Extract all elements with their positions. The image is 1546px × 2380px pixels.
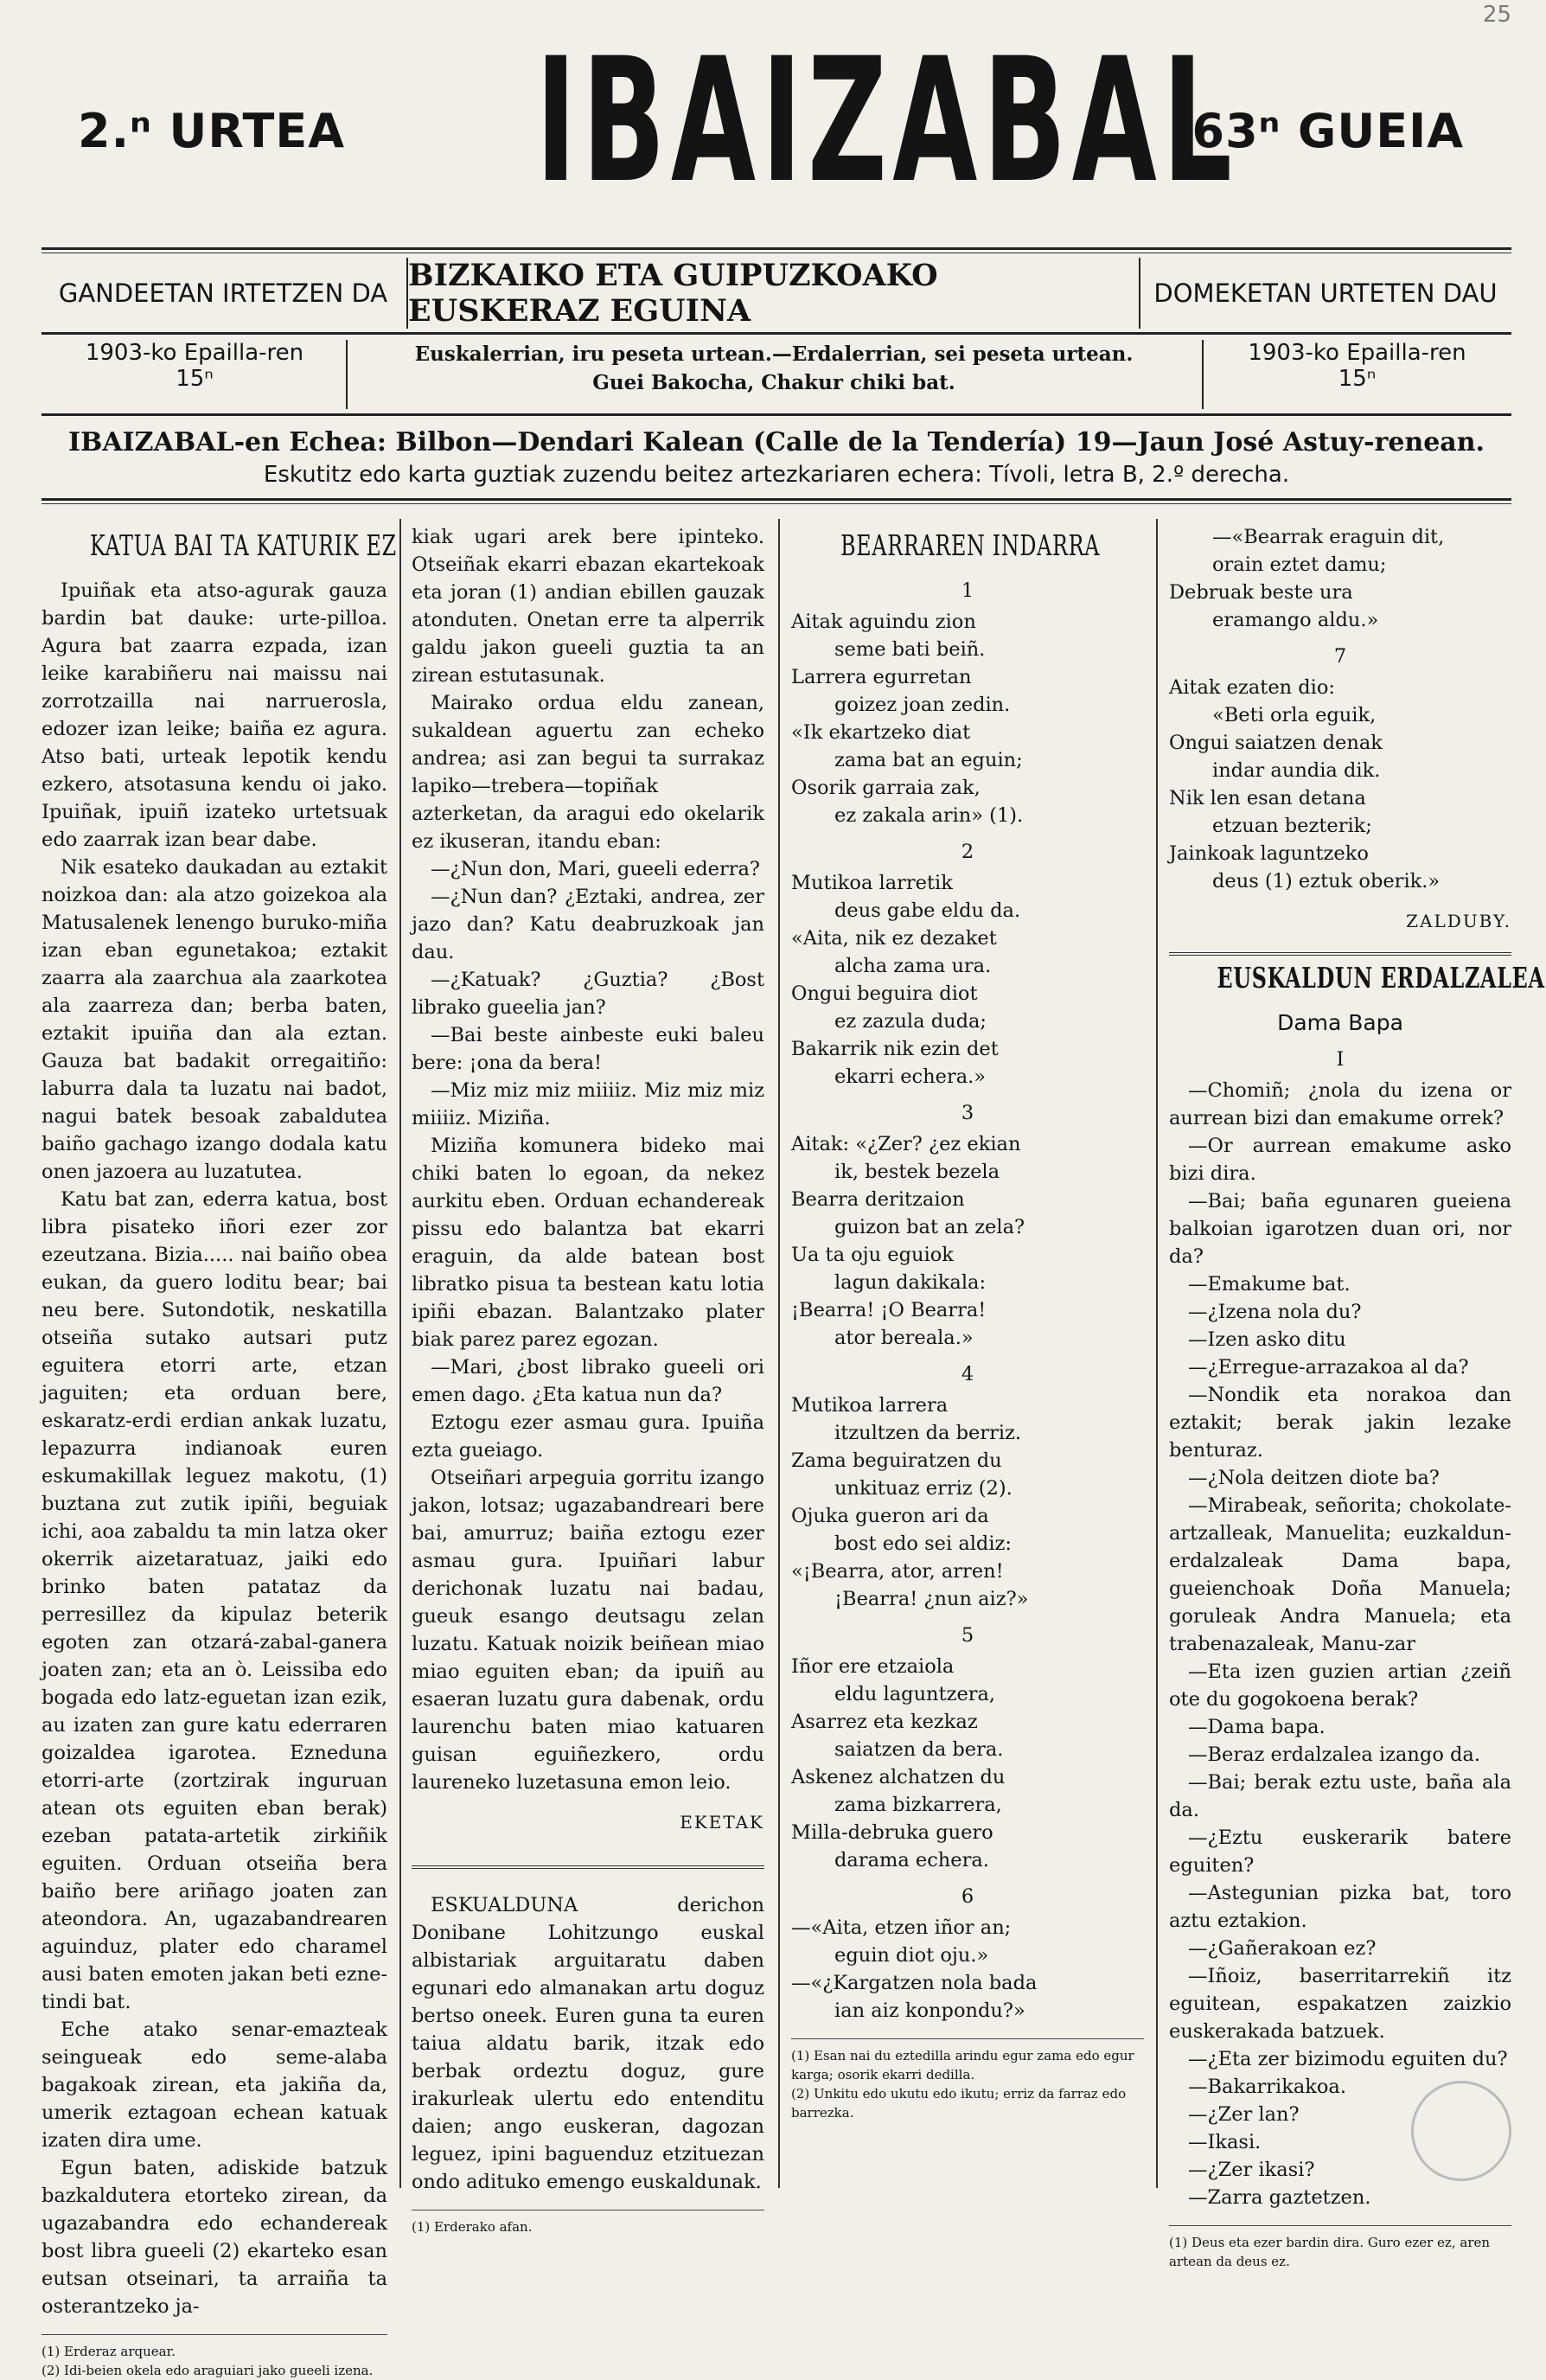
poem-line: ¡Bearra! ¿nun aiz?» — [834, 1588, 1029, 1610]
poem-line: Jainkoak laguntzeko — [1169, 842, 1369, 865]
dialogue-line: —Bakarrikakoa. — [1188, 2076, 1346, 2098]
dialogue-line: —Dama bapa. — [1188, 1716, 1326, 1738]
col1-footnotes — [42, 2334, 387, 2380]
column-3 — [791, 523, 1144, 2122]
rule-bottom — [42, 498, 1511, 501]
dialogue-line: —¿Izena nola du? — [1188, 1301, 1362, 1323]
col2-paragraph: —¿Katuak? ¿Guztia? ¿Bost librako gueelia jan? — [412, 969, 764, 1019]
dialogue-line: —¿Zer lan? — [1188, 2103, 1300, 2126]
dialogue-line: —¿Nola deitzen diote ba? — [1188, 1467, 1440, 1489]
poem-line: Mutikoa larrera — [791, 1394, 949, 1417]
col2-paragraph: —Bai beste ainbeste euki baleu bere: ¡ona da bera! — [412, 1024, 764, 1074]
poem-line: —«¿Kargatzen nola bada — [791, 1972, 1038, 1994]
issue-date-left-line2: 15ⁿ — [176, 366, 214, 392]
column-4 — [1169, 523, 1545, 2271]
chapter-number: I — [1336, 1048, 1345, 1071]
stanza-number: 6 — [961, 1885, 974, 1908]
poem-line: Milla-debruka guero — [791, 1821, 993, 1844]
poem-line: deus gabe eldu da. — [834, 899, 1021, 922]
poem-line: ez zazula duda; — [834, 1010, 987, 1033]
col4-footnote: (1) Deus eta ezer bardin dira. Guro ezer ez, aren artean da deus ez. — [1169, 2225, 1511, 2271]
col2-paragraph: —Mari, ¿bost librako gueeli ori emen dago. ¿Eta katua nun da? — [412, 1356, 764, 1406]
poem-line: ik, bestek bezela — [834, 1161, 1000, 1183]
col1-paragraph: Eche atako senar-emazteak seingueak edo seme-alaba bagakoak zirean, eta jakiña da, umerik eztagoan echean katuak izaten dira ume. — [42, 2019, 387, 2152]
column-divider-2 — [778, 519, 780, 2188]
col2-paragraph: —¿Nun dan? ¿Eztaki, andrea, zer jazo dan? Katu deabruzkoak jan dau. — [412, 886, 764, 963]
poem-line: zama bizkarrera, — [834, 1794, 1002, 1816]
article-title-erdalzalea: EUSKALDUN ERDALZALEA — [1217, 961, 1545, 995]
masthead-title: IBAIZABAL — [535, 21, 1238, 221]
poem-line: orain eztet damu; — [1212, 553, 1387, 576]
poem-line: indar aundia dik. — [1212, 759, 1381, 782]
signature-zalduby: ZALDUBY. — [1406, 911, 1511, 931]
poem-line: Bakarrik nik ezin det — [791, 1038, 999, 1060]
poem-stanzas — [791, 577, 1144, 2025]
poem-line: alcha zama ura. — [834, 955, 992, 977]
poem-line: Zama beguiratzen du — [791, 1449, 1002, 1472]
dialogue-line: —¿Eta zer bizimodu eguiten du? — [1188, 2048, 1508, 2070]
poem-title: BEARRAREN INDARRA — [840, 528, 1101, 562]
column-divider-3 — [1156, 519, 1158, 2188]
poem-line: lagun dakikala: — [834, 1271, 987, 1294]
dialogue-line: —Mirabeak, señorita; chokolate-artzalleak, Manuelita; euzkaldun-erdalzaleak Dama bapa, gueienchoak Doña Manuela; goruleak Andra Manuela; eta trabenazaleak, Manu-zar — [1169, 1494, 1511, 1655]
poem-line: Osorik garraia zak, — [791, 777, 981, 799]
publication-subtitle: BIZKAIKO ETA GUIPUZKOAKO EUSKERAZ EGUINA — [406, 258, 1140, 329]
rule-bottom-thin — [42, 503, 1511, 504]
poem-line: «¡Bearra, ator, arren! — [791, 1560, 1004, 1583]
year-label: 2.ⁿ URTEA — [78, 104, 346, 158]
poem-line: Ojuka gueron ari da — [791, 1505, 989, 1527]
col2-paragraph: —¿Nun don, Mari, gueeli ederra? — [431, 858, 760, 880]
dialogue-line: —Emakume bat. — [1188, 1273, 1351, 1296]
poem-line: goizez joan zedin. — [834, 694, 1011, 716]
poem-line: ian aiz konpondu?» — [834, 1999, 1025, 2022]
dialogue-line: —¿Eztu euskerarik batere eguiten? — [1169, 1827, 1511, 1877]
poem-line: Nik len esan detana — [1169, 787, 1366, 809]
col2-paragraph: Eztogu ezer asmau gura. Ipuiña ezta gueiago. — [412, 1411, 764, 1462]
rule-date — [42, 413, 1511, 416]
poem-line: Ongui beguira diot — [791, 982, 978, 1005]
poem-line: itzultzen da berriz. — [834, 1422, 1022, 1444]
poem-line: darama echera. — [834, 1849, 989, 1871]
col2-paragraph: —Miz miz miz miiiiz. Miz miz miz miiiiz. Miziña. — [412, 1079, 764, 1129]
rule-top — [42, 247, 1511, 250]
dialogue-line: —¿Gañerakoan ez? — [1188, 1937, 1377, 1960]
dialogue-line: —Astegunian pizka bat, toro aztu eztakion. — [1169, 1882, 1511, 1932]
price-line-2: Guei Bakocha, Chakur chiki bat. — [592, 371, 955, 394]
poem-line: Aitak aguindu zion — [791, 611, 976, 633]
dialogue-line: —¿Erregue-arrazakoa al da? — [1188, 1356, 1469, 1379]
poem-line: Mutikoa larretik — [791, 872, 953, 894]
column-divider-1 — [399, 519, 401, 2188]
publication-day-left: GANDEETAN IRTETZEN DA — [58, 278, 388, 308]
address-line-1: IBAIZABAL-en Echea: Bilbon—Dendari Kalean (Calle de la Tendería) 19—Jaun José Astuy-renean. — [67, 427, 1485, 457]
col1-paragraph: Egun baten, adiskide batzuk bazkaldutera etorteko zirean, da ugazabandra edo echandereak bost libra gueeli (2) ekarteko esan eutsan otseinari, ta arraiña ta osterantzeko ja- — [42, 2157, 387, 2318]
price-box — [346, 340, 1202, 409]
col3-footnote: (1) Esan nai du eztedilla arindu egur zama edo egur karga; osorik ekarri dedilla. — [791, 2048, 1134, 2082]
column-1 — [42, 523, 397, 2380]
address-line-2: Eskutitz edo karta guztiak zuzendu beitez artezkariaren echera: Tívoli, letra B, 2.º derecha. — [263, 462, 1290, 488]
dialogue-block — [1169, 1077, 1511, 2211]
poem-line: «Beti orla eguik, — [1212, 704, 1377, 726]
col2-paragraph: Otseiñari arpeguia gorritu izango jakon, lotsaz; ugazabandreari bere bai, amurruz; baiña eztogu ezer asmau gura. Ipuiñari labur derichonak luzatu nai badau, gueuk esango deutsagu zelan luzatu. Katuak noizik beiñean miao miao eguiten eban; da ipuiñ au esaeran luzatu gura dabenak, ordu laurenchu baten miao katuaren guisan eguiñezkero, ordu laureneko luzetasuna emon leio. — [412, 1467, 764, 1794]
dialogue-line: —Chomiñ; ¿nola du izena or aurrean bizi dan emakume orrek? — [1169, 1079, 1511, 1129]
article-subtitle: Dama Bapa — [1277, 1010, 1403, 1035]
signature-eketak: EKETAK — [680, 1812, 764, 1833]
poem-line: Aitak: «¿Zer? ¿ez ekian — [791, 1133, 1021, 1155]
dialogue-line: —Bai; berak eztu uste, baña ala da. — [1169, 1771, 1511, 1821]
poem-line: ekarri echera.» — [834, 1065, 987, 1088]
col2-footnote: (1) Erderako afan. — [412, 2210, 764, 2236]
poem-line: unkituaz erriz (2). — [834, 1477, 1013, 1500]
stanza-number: 7 — [1333, 645, 1347, 668]
issue-date-left-line1: 1903-ko Epailla-ren — [85, 340, 304, 366]
poem-line: Ongui saiatzen denak — [1169, 732, 1383, 754]
poem-line: —«Bearrak eraguin dit, — [1212, 526, 1445, 548]
col1-footnote: (2) Idi-beien okela edo araguiari jako gueeli izena. — [42, 2363, 374, 2378]
poem-line: seme bati beiñ. — [834, 638, 986, 661]
col2-paragraph: Mairako ordua eldu zanean, sukaldean aguertu zan echeko andrea; asi zan begui ta surrakaz lapiko—trebera—topiñak azterketan, da aragui edo okelarik ez ikuseran, itandu eban: — [412, 692, 764, 853]
poem-line: eldu laguntzera, — [834, 1683, 996, 1705]
address-block — [42, 425, 1511, 489]
poem-line: «Ik ekartzeko diat — [791, 721, 971, 744]
dialogue-line: —Zarra gaztetzen. — [1188, 2186, 1371, 2209]
poem-line: Larrera egurretan — [791, 666, 972, 688]
col1-paragraph: Ipuiñak eta atso-agurak gauza bardin bat dauke: urte-pilloa. Agura bat zaarra ezpada, izan leike karabiñeru nai maissu nai zorrotzailla nai narruerosla, edozer izan leike; baiña ez agura. Atso bati, urteak lepotik kendu ezkero, atsotasuna kendu oi jako. Ipuiñak, ipuiñ izateko urtetsuak edo zaarrak izan bear dabe. — [42, 579, 387, 851]
col1-paragraph: Katu bat zan, ederra katua, bost libra pisateko iñori ezer zor ezeutzana. Bizia..... nai baiño obea eukan, da guero loditu bear; bai neu bere. Sutondotik, neskatilla otseiña sutako autsari putz eguitera etorri arte, etzan jaguiten; eta orduan bere, eskaratz-erdi erdian ankak luzatu, lepazurra indianoak euren eskumakillak leguez makotu, (1) buztana zut zutik ipiñi, beguiak ichi, aoa zabaldu ta min latza oker okerrik aizetaratuaz, jaiki edo brinko baten patataz da perresillez da kipulaz beterik egoten zan otzará-zabal-ganera joaten zan; eta an ò. Leissiba edo bogada edo latz-eguetan izan ezik, au izaten zan gure katu ederraren goizaldea igarotea. Ezneduna etorri-arte (zortzirak inguruan atean ots eguiten eban berak) ezeban patata-artetik zirkiñik eguiten. Orduan otseiña bera baiño bere ariñago joaten zan ateondora. An, ugazabandrearen aguinduz, plater edo charamel ausi baten emoten jakan beti ezne-tindi bat. — [42, 1188, 387, 2013]
poem-line: —«Aita, etzen iñor an; — [791, 1916, 1012, 1939]
publication-day-right: DOMEKETAN URTETEN DAU — [1153, 278, 1498, 308]
dialogue-line: —¿Zer ikasi? — [1188, 2159, 1315, 2181]
poem-line: eguin diot oju.» — [834, 1944, 989, 1967]
poem-line: deus (1) eztuk oberik.» — [1212, 870, 1441, 892]
page-number: 25 — [1482, 2, 1511, 28]
poem-line: ator bereala.» — [834, 1327, 974, 1349]
price-line-1: Euskalerrian, iru peseta urtean.—Erdalerrian, sei peseta urtean. — [414, 342, 1134, 366]
poem-line: Bearra deritzaion — [791, 1188, 965, 1211]
stanza-number: 4 — [961, 1363, 974, 1385]
poem-line: Ua ta oju eguiok — [791, 1244, 954, 1266]
poem-line: «Aita, nik ez dezaket — [791, 927, 997, 950]
dialogue-line: —Beraz erdalzalea izango da. — [1188, 1743, 1480, 1766]
dialogue-line: —Eta izen guzien artian ¿zeiñ ote du gogokoena berak? — [1169, 1660, 1511, 1711]
stanza-number: 5 — [961, 1624, 974, 1647]
col1-footnote: (1) Erderaz arquear. — [42, 2344, 176, 2359]
stanza-number: 2 — [961, 841, 974, 863]
poem-line: ez zakala arin» (1). — [834, 804, 1024, 827]
dialogue-line: —Bai; baña egunaren gueiena balkoian igarotzen duan ori, nor da? — [1169, 1190, 1511, 1268]
poem-line: zama bat an eguin; — [834, 749, 1023, 771]
issue-date-left — [43, 340, 348, 409]
issue-date-right-line1: 1903-ko Epailla-ren — [1248, 340, 1466, 366]
poem-line: Iñor ere etzaiola — [791, 1655, 955, 1678]
poem-line: bost edo sei aldiz: — [834, 1532, 1012, 1555]
poem-line: Aitak ezaten dio: — [1169, 676, 1335, 699]
poem-line: Debruak beste ura — [1169, 581, 1353, 604]
eskualduna-note: ESKUALDUNA derichon Donibane Lohitzungo euskal albistariak arguitaratu daben egunari edo almanakan artu doguz bertso oneek. Euren guna ta euren taiua aldatu barik, itzak edo berbak ordeztu doguz, gure irakurleak ulertu edo entenditu daien; ango euskeran, dagozan leguez, ipini baguenduz etzituezan ondo adituko emengo euskaldunak. — [412, 1894, 764, 2193]
issue-date-right-line2: 15ⁿ — [1338, 366, 1377, 392]
issue-date-right — [1202, 340, 1511, 409]
poem-line: saiatzen da bera. — [834, 1738, 1004, 1761]
poem-line: guizon bat an zela? — [834, 1216, 1025, 1238]
dialogue-line: —Iñoiz, baserritarrekiñ itz eguitean, espakatzen zaizkio euskerakada batzuek. — [1169, 1965, 1511, 2043]
col2-paragraph: Miziña komunera bideko mai chiki baten lo egoan, da nekez aurkitu eben. Orduan echandereak pissu edo balantza bat ekarri eraguin, da alde batean bost libratko pisua ta bestean katu lotia ipiñi ebazan. Balantzako plater biak parez parez egozan. — [412, 1135, 764, 1351]
column-2 — [412, 523, 764, 2236]
article-title-katua: KATUA BAI TA KATURIK EZ — [90, 528, 397, 562]
col3-footnotes — [791, 2038, 1144, 2122]
poem-line: ¡Bearra! ¡O Bearra! — [791, 1299, 987, 1321]
col3-footnote: (2) Unkitu edo ukutu edo ikutu; erriz da farraz edo barrezka. — [791, 2086, 1127, 2121]
section-separator — [1169, 952, 1511, 956]
poem-line: etzuan bezterik; — [1212, 815, 1372, 837]
issue-label: 63ⁿ GUEIA — [1191, 104, 1464, 158]
stanza-number: 1 — [961, 579, 974, 602]
dialogue-line: —Or aurrean emakume asko bizi dira. — [1169, 1135, 1511, 1185]
dialogue-line: —Nondik eta norakoa dan eztakit; berak jakin lezake benturaz. — [1169, 1384, 1511, 1462]
col1-paragraph: Nik esateko daukadan au eztakit noizkoa dan: ala atzo goizekoa ala Matusalenek lenengo buruko-miña izan eban egunetakoa; eztakit zaarra ala zaarchua ala zaarkotea ala zaarreza dan; berba baten, eztakit ipuiña dan ala eztan. Gauza bat badakit orregaitiño: laburra dala ta luzatu nai badot, nagui batek besoak zabaldutea baiño gachago izango dodala katu onen jazoera au luzatutea. — [42, 856, 387, 1183]
poem-line: Asarrez eta kezkaz — [791, 1711, 978, 1733]
col2-paragraph: kiak ugari arek bere ipinteko. Otseiñak ekarri ebazan ekartekoak eta joran (1) andian ebillen gauzak atonduten. Onetan erre ta alperrik galdu jakon gueeli guztia ta an zirean estutasunak. — [412, 526, 764, 687]
poem-line: Askenez alchatzen du — [791, 1766, 1006, 1788]
rule-mid — [42, 332, 1511, 335]
dialogue-line: —Izen asko ditu — [1188, 1328, 1346, 1351]
poem-line: eramango aldu.» — [1212, 609, 1379, 631]
section-separator — [412, 1865, 764, 1869]
dialogue-line: —Ikasi. — [1188, 2131, 1262, 2153]
stanza-number: 3 — [961, 1102, 974, 1124]
